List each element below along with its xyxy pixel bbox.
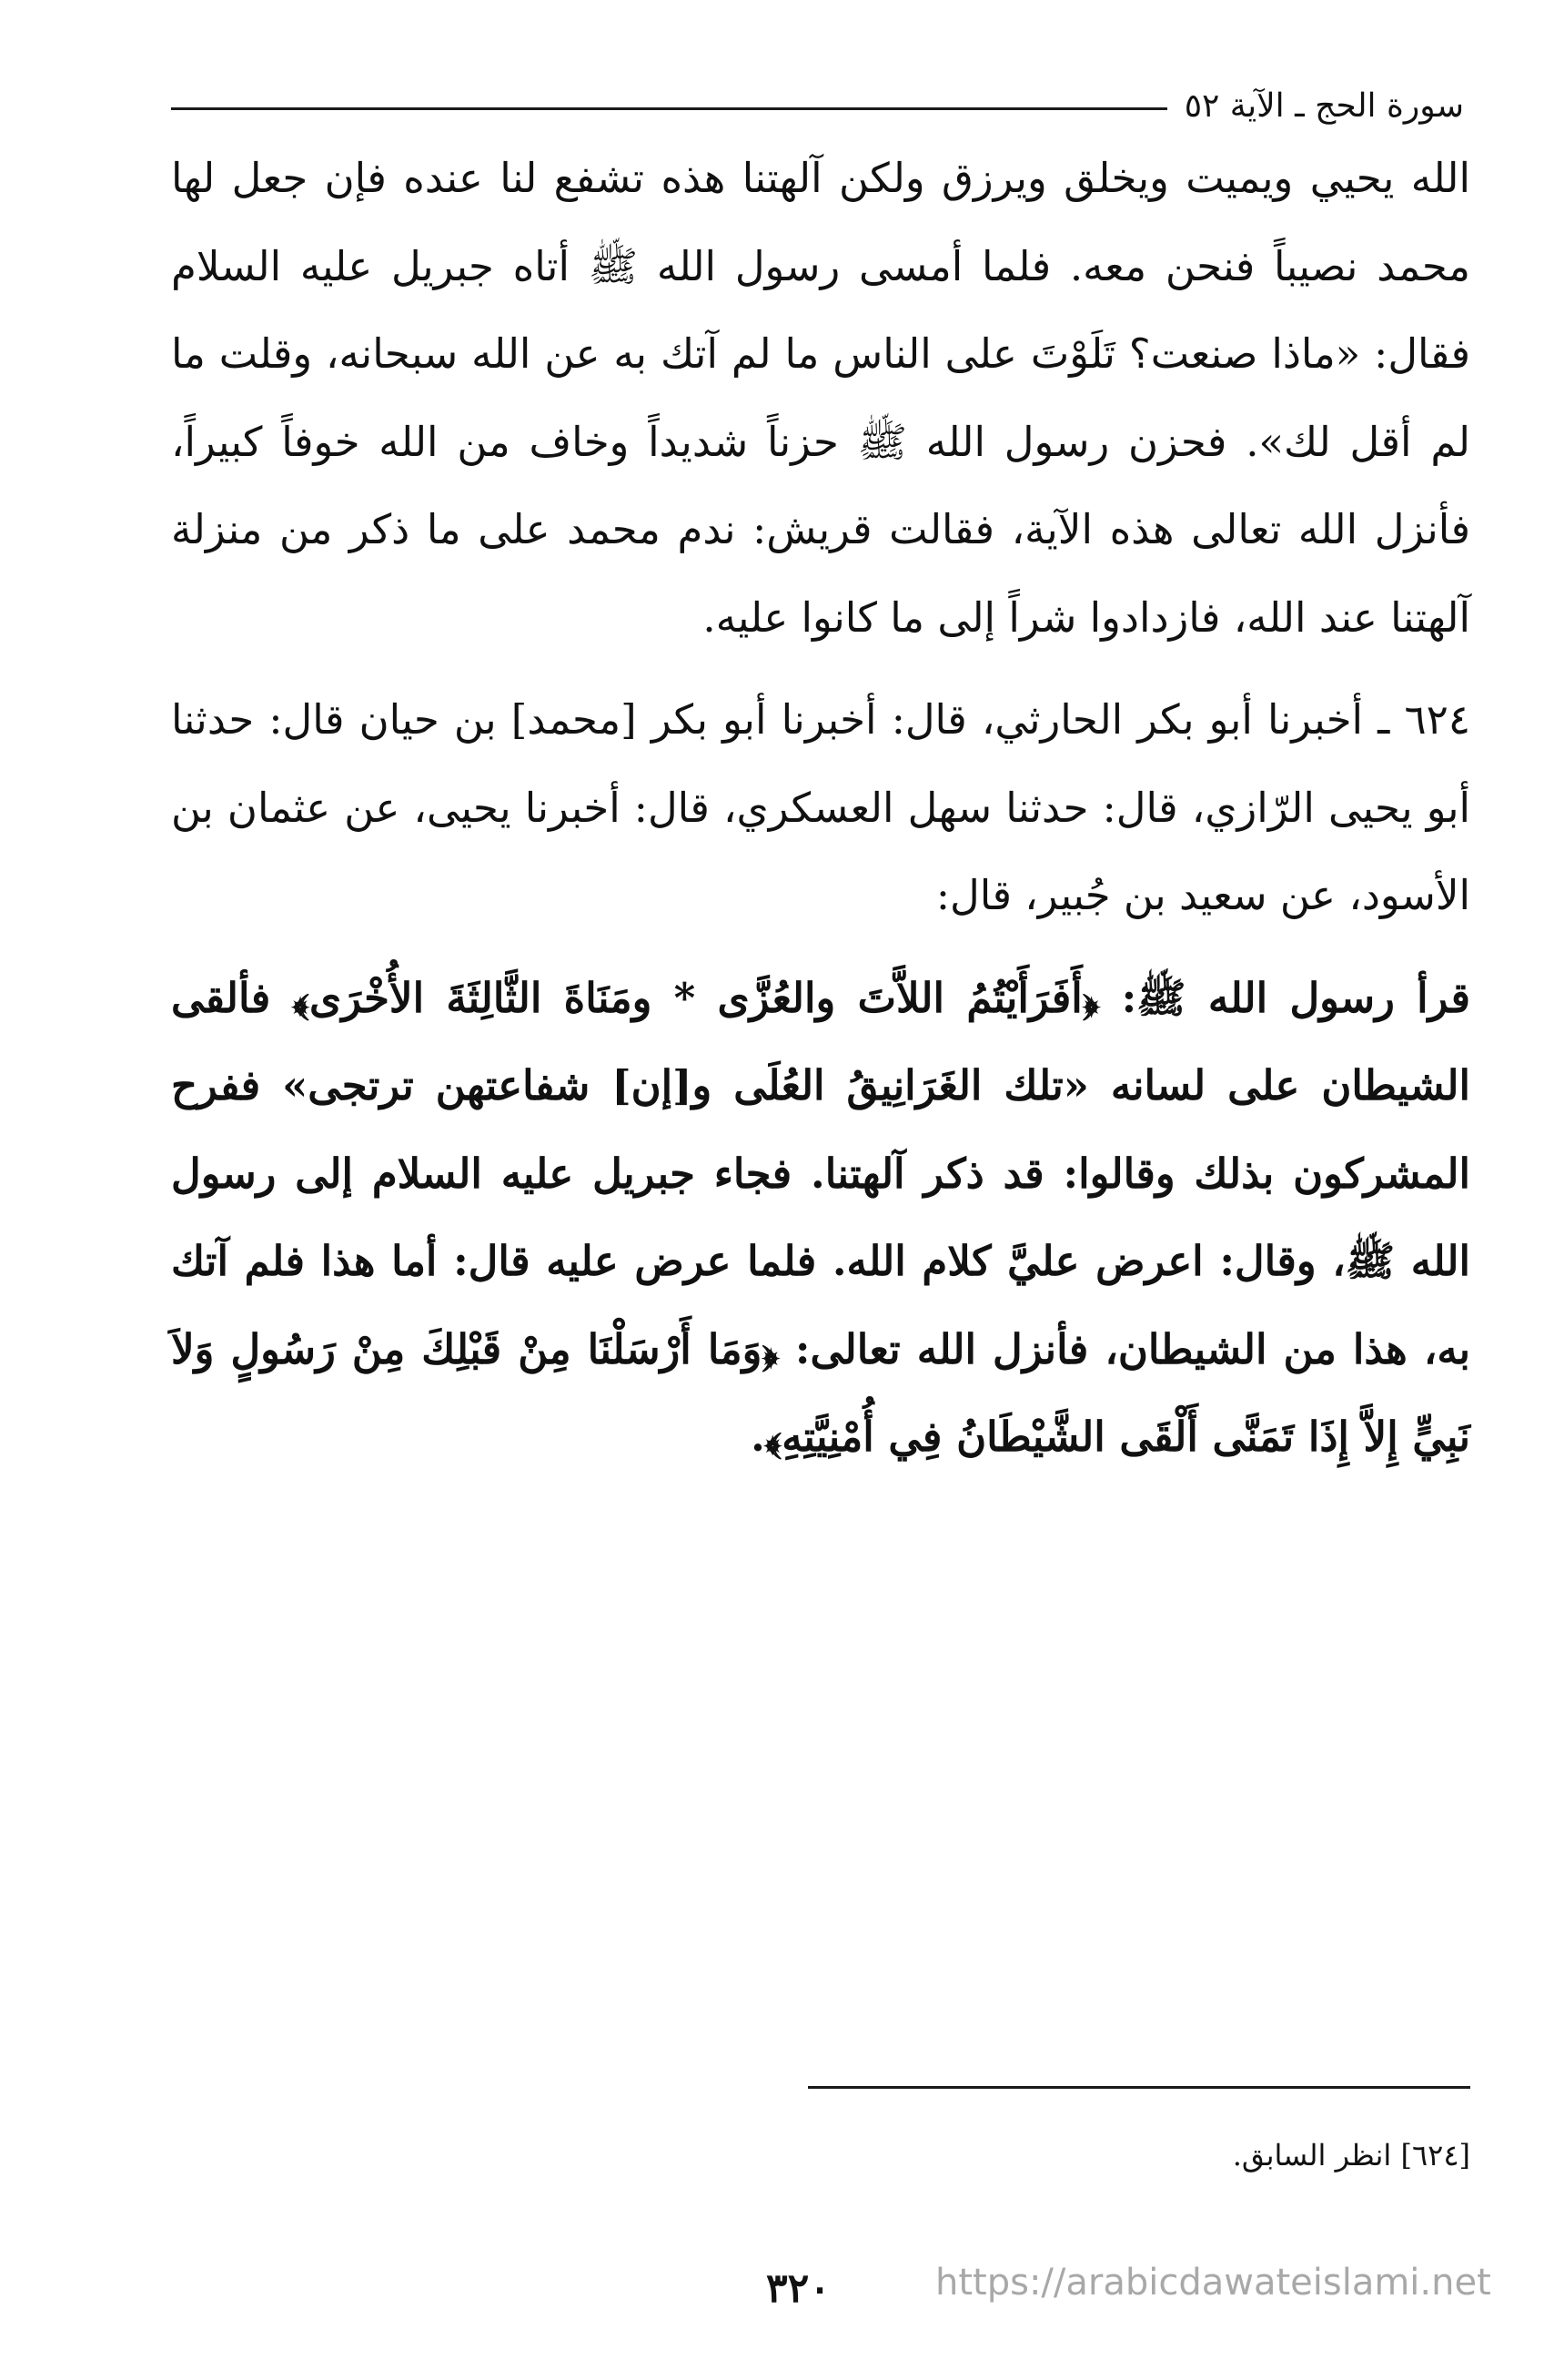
running-header: سورة الحج ـ الآية ٥٢ xyxy=(1184,87,1464,125)
watermark-url[interactable]: https://arabicdawateislami.net xyxy=(935,2262,1491,2304)
footnote-divider xyxy=(808,2086,1470,2089)
footnote: [٦٢٤] انظر السابق. xyxy=(1232,2138,1470,2172)
page-number: ٣٢٠ xyxy=(766,2265,831,2312)
paragraph-2: ٦٢٤ ـ أخبرنا أبو بكر الحارثي، قال: أخبرنا أبو بكر [محمد] بن حيان قال: حدثنا أبو يحيى الرّازي، قال: حدثنا سهل العسكري، قال: أخبرنا يحيى، عن عثمان بن الأسود، عن سعيد بن جُبير، قال: xyxy=(171,695,1470,919)
main-text xyxy=(171,135,1470,1482)
paragraph-3: قرأ رسول الله ﷺ: ﴿أَفَرَأَيْتُمُ اللاَّتَ والعُزَّى * ومَنَاةَ الثَّالِثَةَ الأُخْرَى﴾ فألقى الشيطان على لسانه «تلك الغَرَانِيقُ العُلَى و[إن] شفاعتهن ترتجى» ففرح المشركون بذلك وقالوا: قد ذكر آلهتنا. فجاء جبريل عليه السلام إلى رسول الله ﷺ، وقال: اعرض عليَّ كلام الله. فلما عرض عليه قال: أما هذا فلم آتك به، هذا من الشيطان، فأنزل الله تعالى: ﴿وَمَا أَرْسَلْنَا مِنْ قَبْلِكَ مِنْ رَسُولٍ وَلاَ نَبِيٍّ إِلاَّ إِذَا تَمَنَّى أَلْقَى الشَّيْطَانُ فِي أُمْنِيَّتِهِ﴾. xyxy=(171,973,1470,1461)
header-divider xyxy=(171,107,1167,110)
paragraph-1: الله يحيي ويميت ويخلق ويرزق ولكن آلهتنا هذه تشفع لنا عنده فإن جعل لها محمد نصيباً فنحن معه. فلما أمسى رسول الله ﷺ أتاه جبريل عليه السلام فقال: «ماذا صنعت؟ تَلَوْتَ على الناس ما لم آتك به عن الله سبحانه، وقلت ما لم أقل لك». فحزن رسول الله ﷺ حزناً شديداً وخاف من الله خوفاً كبيراً، فأنزل الله تعالى هذه الآية، فقالت قريش: ندم محمد على ما ذكر من منزلة آلهتنا عند الله، فازدادوا شراً إلى ما كانوا عليه. xyxy=(171,154,1470,642)
